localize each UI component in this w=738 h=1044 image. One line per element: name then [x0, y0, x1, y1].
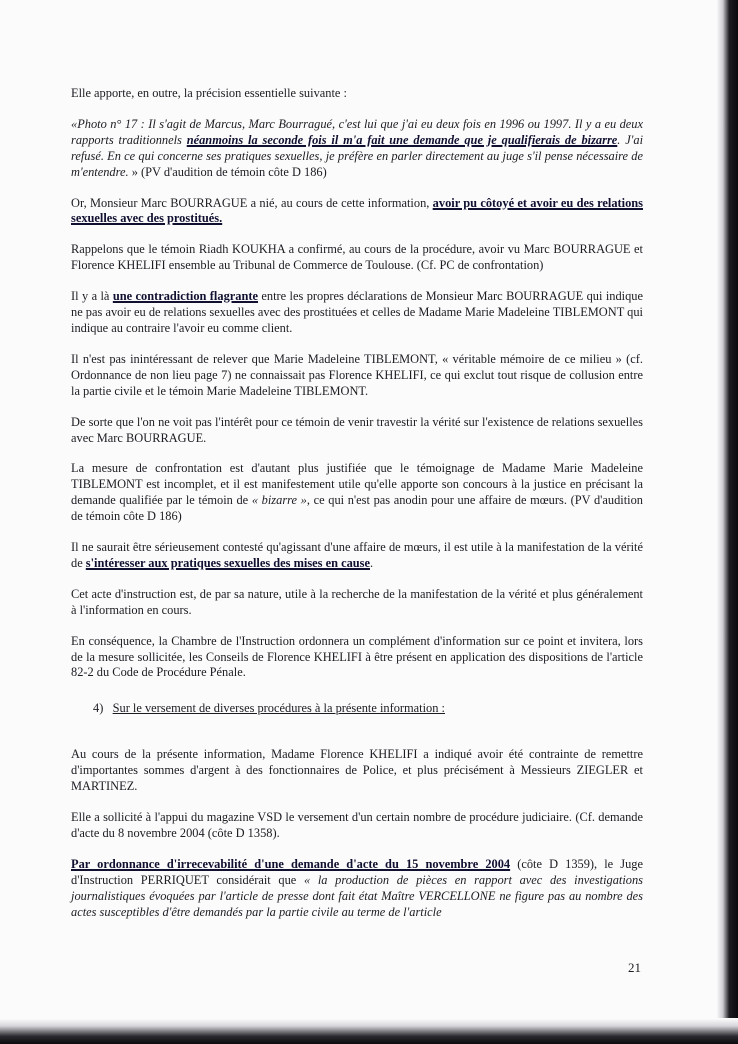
scan-shadow-right	[716, 0, 738, 1044]
paragraph-text: La mesure de confrontation est d'autant plus justifiée que le témoignage de Madame Marie Madeleine TIBLEMONT est incomplet, et il est manifestement utile qu'elle apporte son concours à la justice en précisant la demande qualifiée par le témoin de	[71, 461, 643, 508]
quote-citation: » (PV d'audition de témoin côte D 186)	[128, 164, 327, 179]
paragraph-quote-photo-17	[71, 117, 643, 181]
quoted-bizarre: « bizarre »	[251, 493, 307, 508]
page-number: 21	[628, 960, 641, 975]
highlight-contradiction: une contradiction flagrante	[112, 289, 258, 304]
paragraph-consequence: En conséquence, la Chambre de l'Instruction ordonnera un complément d'information sur ce point et invitera, lors de la mesure sollicitée, les Conseils de Florence KHELIFI à être présent en application des dispositions de l'article 82-2 du Code de Procédure Pénale.	[71, 633, 643, 680]
paragraph-text: Il ne saurait être sérieusement contesté qu'agissant d'une affaire de mœurs, il est utile à la manifestation de la vérité de	[71, 540, 643, 570]
paragraph-text: Il y a là	[71, 289, 113, 304]
section-heading-4	[93, 701, 643, 717]
paragraph-text: (côte D 1359), le Juge d'Instruction PERRIQUET considérait que	[71, 856, 644, 887]
paragraph-bourrague-denial	[71, 196, 643, 228]
section-title: Sur le versement de diverses procédures à la présente information :	[112, 701, 445, 716]
paragraph-text: .	[369, 555, 374, 570]
paragraph-acte-instruction: Cet acte d'instruction est, de par sa nature, utile à la recherche de la manifestation de la vérité et plus généralement à l'information en cours.	[71, 586, 643, 617]
paragraph-koukha: Rappelons que le témoin Riadh KOUKHA a confirmé, au cours de la procédure, avoir vu Marc BOURRAGUE et Florence KHELIFI ensemble au Tribunal de Commerce de Toulouse. (Cf. PC de confrontation)	[71, 242, 643, 273]
highlight-relations: avoir pu côtoyé et avoir eu des relations sexuelles avec des prostitués.	[71, 195, 643, 226]
paragraph-ordonnance	[71, 857, 643, 921]
highlight-demande-bizarre: néanmoins la seconde fois il m'a fait une demande que je qualifierais de bizarre	[186, 132, 618, 147]
paragraph-contradiction	[71, 289, 643, 337]
section-number: 4)	[93, 701, 104, 716]
paragraph-1: Elle apporte, en outre, la précision essentielle suivante :	[71, 86, 347, 100]
paragraph-vsd: Elle a sollicité à l'appui du magazine VSD le versement d'un certain nombre de procédure judiciaire. (Cf. demande d'acte du 8 novembre 2004 (côte D 1358).	[71, 810, 643, 840]
highlight-ordonnance: Par ordonnance d'irrecevabilité d'une demande d'acte du 15 novembre 2004	[71, 856, 511, 871]
paragraph-text: entre les propres déclarations de Monsieur Marc BOURRAGUE qui indique ne pas avoir eu de relations sexuelles avec des prostituées et celles de Madame Marie Madeleine TIBLEMONT qui indique au contraire l'avoir eu comme client.	[71, 289, 643, 335]
paragraph-confrontation	[71, 461, 643, 525]
highlight-pratiques: s'intéresser aux pratiques sexuelles des mises en cause	[85, 555, 370, 570]
quoted-ordonnance: « la production de pièces en rapport avec des investigations journalistiques évoquées par l'article de presse dont fait état Maître VERCELLONE ne figure pas au nombre des actes susceptibles d'être demandés par la partie civile au terme de l'article	[71, 872, 643, 919]
quote-text-end: . J'ai refusé. En ce qui concerne ses pratiques sexuelles, je préfère en parler directement au juge s'il pense nécessaire de m'entendre.	[71, 132, 644, 179]
quote-text: «Photo n° 17 : Il s'agit de Marcus, Marc Bourragué, c'est lui que j'ai eu deux fois en 1996 ou 1997. Il y a eu deux rapports traditionnels	[71, 116, 643, 147]
paragraph-sommes-argent: Au cours de la présente information, Madame Florence KHELIFI a indiqué avoir été contrainte de remettre d'importantes sommes d'argent à des fonctionnaires de Police, et plus précisément à Messieurs ZIEGLER et MARTINEZ.	[71, 747, 643, 794]
paragraph-interet-temoin: De sorte que l'on ne voit pas l'intérêt pour ce témoin de venir travestir la vérité sur l'existence de relations sexuelles avec Marc BOURRAGUE.	[71, 414, 643, 445]
paragraph-affaire-moeurs	[71, 540, 643, 572]
document-body	[71, 86, 643, 935]
scan-shadow-bottom	[0, 1018, 738, 1044]
paragraph-text: Or, Monsieur Marc BOURRAGUE a nié, au cours de cette information,	[71, 195, 433, 210]
paragraph-tiblemont-memoire: Il n'est pas inintéressant de relever que Marie Madeleine TIBLEMONT, « véritable mémoire de ce milieu » (cf. Ordonnance de non lieu page 7) ne connaissait pas Florence KHELIFI, ce qui exclut tout risque de collusion entre la partie civile et le témoin Marie Madeleine TIBLEMONT.	[71, 351, 643, 398]
paragraph-text: , ce qui n'est pas anodin pour une affaire de mœurs. (PV d'audition de témoin côte D 186)	[71, 493, 643, 524]
